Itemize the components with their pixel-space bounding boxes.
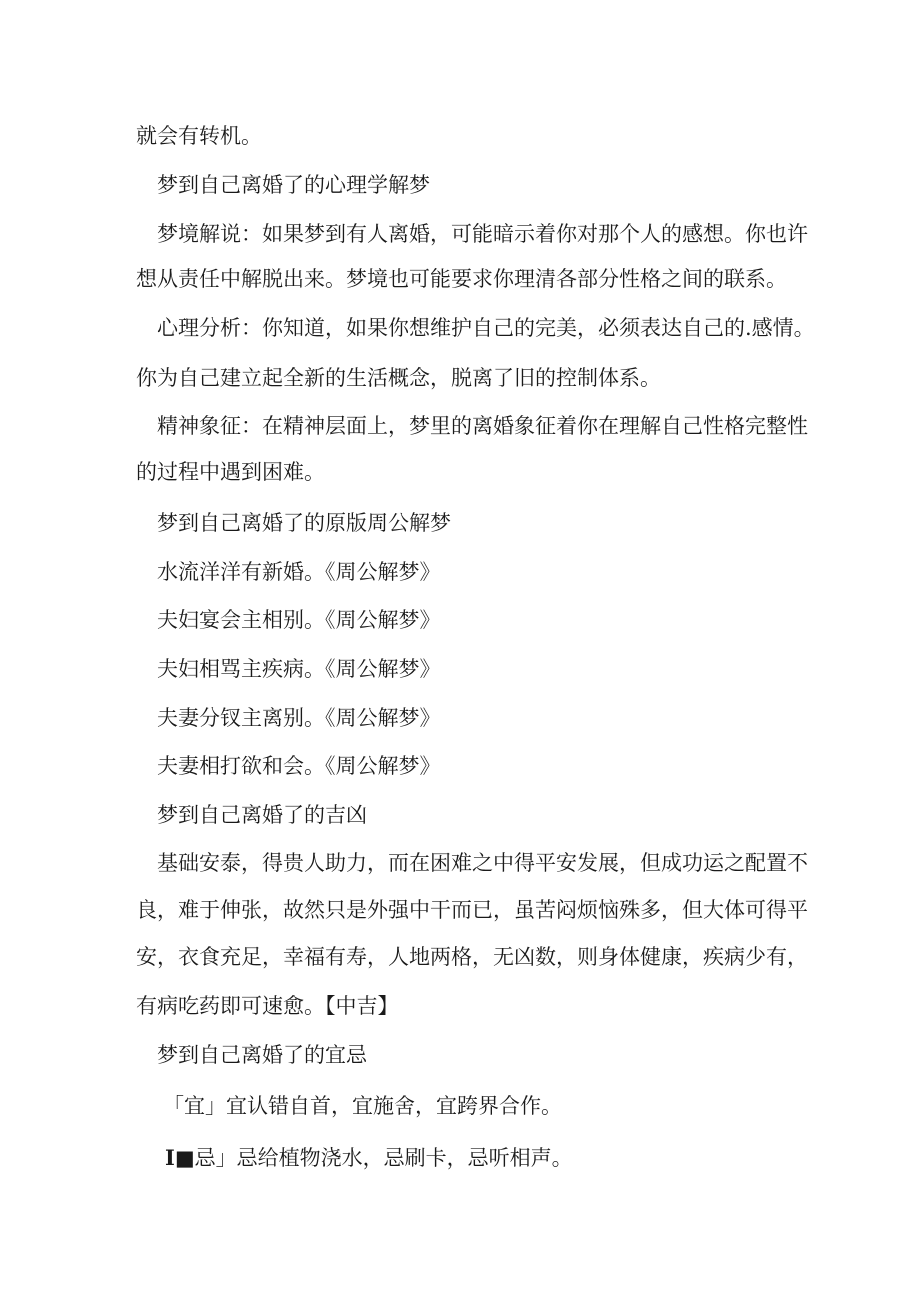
quote-line: 夫妻相打欲和会。《周公解梦》: [157, 754, 441, 778]
paragraph-line: 你为自己建立起全新的生活概念，脱离了旧的控制体系。: [136, 366, 661, 390]
quote-line: 夫妇宴会主相别。《周公解梦》: [157, 608, 441, 632]
ji-text: 忌」忌给植物浇水，忌刷卡，忌听相声。: [194, 1146, 573, 1170]
paragraph-line: 安，衣食充足，幸福有寿，人地两格，无凶数，则身体健康，疾病少有，: [136, 945, 808, 969]
paragraph-line: 良，难于伸张，故然只是外强中干而已，虽苦闷烦恼殊多，但大体可得平: [136, 898, 808, 922]
paragraph-line: 梦境解说：如果梦到有人离婚，可能暗示着你对那个人的感想。你也许: [157, 222, 808, 246]
section-heading: 梦到自己离婚了的心理学解梦: [157, 173, 430, 197]
paragraph-line: 基础安泰，得贵人助力，而在困难之中得平安发展，但成功运之配置不: [157, 851, 808, 875]
section-heading: 梦到自己离婚了的宜忌: [157, 1043, 367, 1067]
paragraph-line: 想从责任中解脱出来。梦境也可能要求你理清各部分性格之间的联系。: [136, 267, 787, 291]
section-heading: 梦到自己离婚了的吉凶: [157, 803, 367, 827]
ji-line: [165, 1146, 573, 1170]
yi-line: 「宜」宜认错自首，宜施舍，宜跨界合作。: [163, 1094, 562, 1118]
quote-line: 夫妻分钗主离别。《周公解梦》: [157, 706, 441, 730]
paragraph-line: 就会有转机。: [136, 124, 262, 148]
paragraph-line: 精神象征：在精神层面上，梦里的离婚象征着你在理解自己性格完整性: [157, 414, 808, 438]
quote-line: 夫妇相骂主疾病。《周公解梦》: [157, 657, 441, 681]
quote-line: 水流洋洋有新婚。《周公解梦》: [157, 560, 441, 584]
paragraph-line: 心理分析：你知道，如果你想维护自己的完美，必须表达自己的.感情。: [157, 316, 815, 340]
paragraph-line: 有病吃药即可速愈。【中吉】: [136, 994, 399, 1018]
ji-mark: I■: [165, 1145, 195, 1170]
paragraph-line: 的过程中遇到困难。: [136, 460, 325, 484]
section-heading: 梦到自己离婚了的原版周公解梦: [157, 511, 451, 535]
